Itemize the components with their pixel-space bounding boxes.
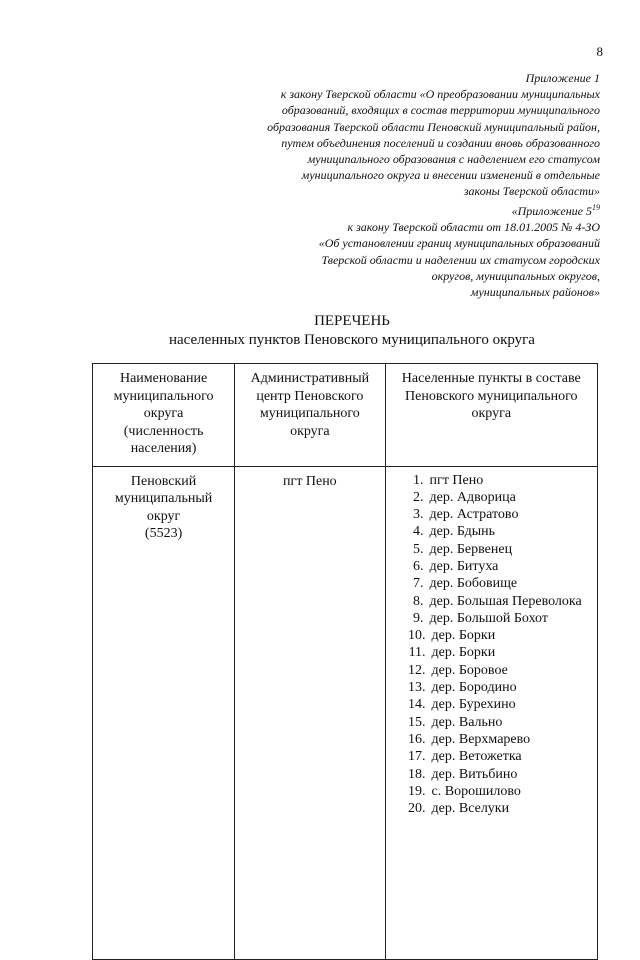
- settlement-number: 17.: [408, 749, 426, 765]
- settlement-number: 16.: [408, 731, 426, 747]
- settlement-name: дер. Вально: [431, 714, 503, 730]
- list-item: [402, 662, 591, 679]
- settlement-number: 20.: [408, 801, 426, 817]
- annex-law-block: [220, 70, 600, 200]
- list-item: [402, 627, 591, 644]
- list-item: [402, 644, 591, 661]
- settlement-name: с. Ворошилово: [431, 783, 521, 799]
- settlements-table: [92, 363, 598, 960]
- annex-base-line: «Об установлении границ муниципальных образований: [318, 236, 600, 251]
- document-subtitle: населенных пунктов Пеновского муниципального округа: [169, 332, 535, 348]
- settlement-number: 7.: [413, 576, 424, 592]
- list-item: [402, 575, 591, 592]
- header-line: Административный: [250, 371, 370, 386]
- settlement-name: дер. Борки: [431, 645, 496, 661]
- list-item: [402, 610, 591, 627]
- page-number: 8: [596, 44, 603, 59]
- settlement-number: 10.: [408, 628, 426, 644]
- list-item: [402, 714, 591, 731]
- list-item: [402, 523, 591, 540]
- annex-law-line: к закону Тверской области «О преобразовании муниципальных: [280, 87, 600, 102]
- settlement-name: дер. Боровое: [431, 662, 508, 678]
- settlement-name: дер. Бдынь: [429, 524, 495, 540]
- annex-base-sup: 19: [592, 203, 600, 212]
- list-item: [402, 506, 591, 523]
- header-line: Пеновского муниципального: [405, 388, 578, 404]
- settlements-cell: [385, 466, 597, 959]
- settlement-number: 2.: [413, 489, 424, 505]
- settlement-name: дер. Витьбино: [431, 766, 518, 782]
- annex-base-line: Тверской области и наделении их статусом городских: [321, 252, 600, 267]
- settlement-number: 6.: [413, 558, 424, 574]
- settlements-list: [402, 472, 591, 818]
- document-title: ПЕРЕЧЕНЬ: [314, 313, 390, 329]
- header-line: (численность: [123, 423, 204, 439]
- settlement-number: 9.: [413, 610, 424, 626]
- settlement-number: 13.: [408, 680, 426, 696]
- settlement-name: дер. Бервенец: [429, 541, 513, 557]
- settlement-name: дер. Бородино: [431, 680, 517, 696]
- settlement-number: 15.: [408, 714, 426, 730]
- table-row: [93, 466, 598, 959]
- annex-base-line: муниципальных районов»: [470, 285, 600, 300]
- settlement-number: 4.: [413, 524, 424, 540]
- district-line: округ: [146, 508, 181, 524]
- header-admin-center: [235, 364, 385, 467]
- settlement-name: дер. Адворица: [429, 489, 516, 505]
- header-line: центр Пеновского: [256, 388, 364, 404]
- admin-center-cell: пгт Пено: [235, 466, 385, 959]
- settlement-name: пгт Пено: [429, 472, 484, 488]
- settlement-number: 14.: [408, 697, 426, 713]
- annex-base-block: [220, 203, 600, 300]
- settlement-number: 3.: [413, 507, 424, 523]
- header-line: населения): [130, 441, 197, 456]
- list-item: [402, 748, 591, 765]
- district-line: (5523): [144, 526, 183, 541]
- settlement-name: дер. Астратово: [429, 507, 519, 523]
- settlement-name: дер. Битуха: [429, 558, 499, 574]
- list-item: [402, 472, 591, 489]
- annex-law-line: образований, входящих в состав территории муниципального: [281, 103, 600, 118]
- annex-base-line: к закону Тверской области от 18.01.2005 № 4-ЗО: [347, 220, 600, 235]
- header-line: муниципального: [259, 406, 360, 421]
- header-line: Населенные пункты в составе: [401, 371, 581, 386]
- list-item: [402, 489, 591, 506]
- settlement-name: дер. Верхмарево: [431, 731, 531, 747]
- settlement-number: 1.: [413, 472, 424, 488]
- annex-law-line: путем объединения поселений и создании вновь образованного: [281, 135, 600, 150]
- settlement-number: 11.: [408, 645, 426, 661]
- settlement-name: дер. Большая Переволока: [429, 593, 582, 609]
- header-line: муниципального: [113, 388, 214, 404]
- list-item: [402, 679, 591, 696]
- settlement-number: 8.: [413, 593, 424, 609]
- annex-base-title-text: «Приложение 5: [511, 204, 592, 218]
- settlement-name: дер. Вселуки: [431, 801, 510, 817]
- header-line: округа: [471, 406, 512, 421]
- settlement-number: 18.: [408, 766, 426, 782]
- settlement-name: дер. Бурехино: [431, 697, 516, 713]
- header-line: округа: [143, 406, 184, 421]
- annex-law-line: законы Тверской области»: [463, 184, 600, 199]
- list-item: [402, 800, 591, 817]
- settlement-name: дер. Борки: [431, 628, 496, 644]
- header-district: [93, 364, 235, 467]
- settlement-name: дер. Ветожетка: [431, 749, 522, 765]
- list-item: [402, 541, 591, 558]
- annex-law-line: образования Тверской области Пеновский муниципальный район,: [267, 119, 600, 134]
- settlement-number: 5.: [413, 541, 424, 557]
- district-cell: [93, 466, 235, 959]
- annex-base-title: [220, 203, 600, 219]
- annex-law-line: муниципального образования с наделением его статусом: [307, 152, 600, 167]
- annex-base-line: округов, муниципальных округов,: [431, 268, 600, 283]
- list-item: [402, 766, 591, 783]
- header-line: округа: [290, 423, 330, 439]
- list-item: [402, 558, 591, 575]
- settlement-name: дер. Большой Бохот: [429, 610, 548, 626]
- settlement-name: дер. Бобовище: [429, 576, 518, 592]
- header-line: Наименование: [119, 371, 208, 386]
- settlement-number: 19.: [408, 783, 426, 799]
- list-item: [402, 593, 591, 610]
- district-line: Пеновский: [130, 473, 197, 489]
- annex-law-line: муниципального округа и внесении изменений в отдельные: [301, 168, 600, 183]
- table-header-row: [93, 364, 598, 467]
- district-line: муниципальный: [114, 491, 213, 506]
- list-item: [402, 783, 591, 800]
- settlement-number: 12.: [408, 662, 426, 678]
- list-item: [402, 731, 591, 748]
- list-item: [402, 696, 591, 713]
- header-settlements: [385, 364, 597, 467]
- annex-law-line: Приложение 1: [525, 71, 600, 85]
